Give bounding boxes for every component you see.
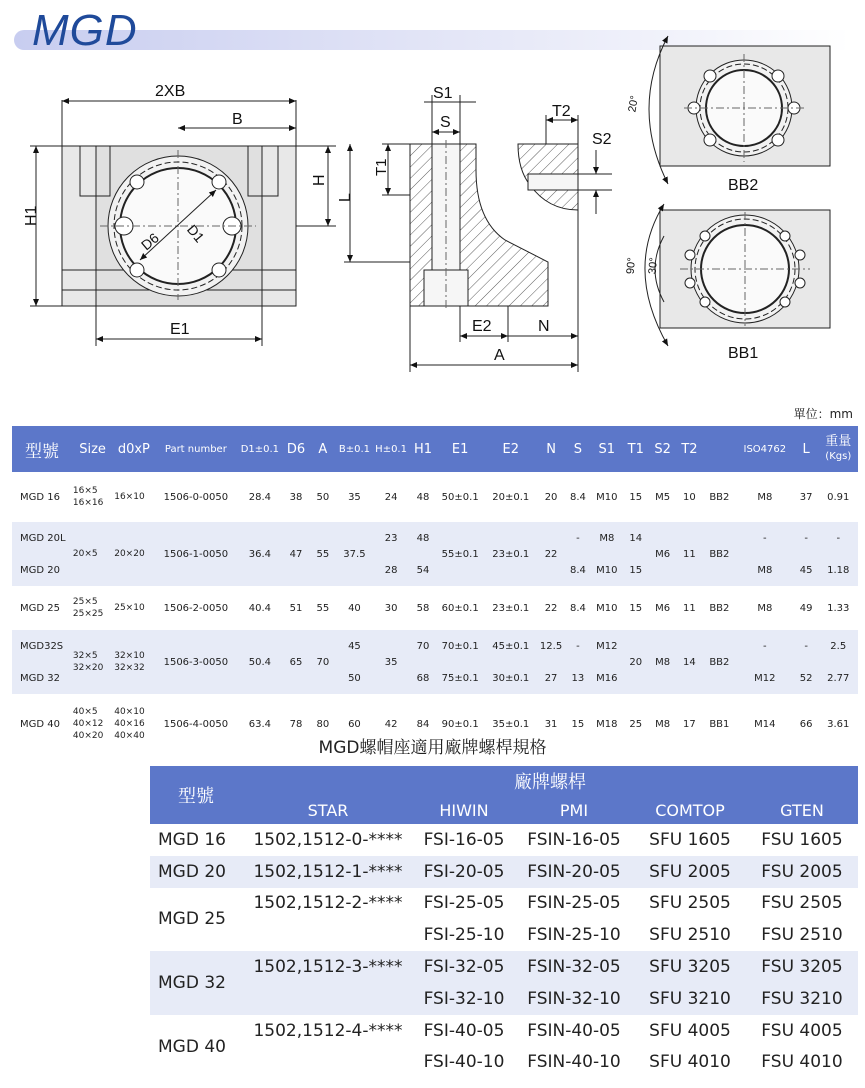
brand-cell-hiwin: FSI-25-05 [414,888,514,920]
header-dxp: d0xP [113,426,154,472]
cell-a: 55 [309,586,336,630]
cell-weight: 2.5 [819,630,858,662]
cell-h: 24 [373,472,410,522]
cell-iso: M8 [736,554,794,586]
cell-dxp: 16×10 [113,472,154,522]
brand-cell-gten: FSU 3210 [746,983,858,1015]
size-line: 40×20 [72,731,104,741]
table-row [150,1047,858,1079]
table-row [12,586,858,630]
table-row [150,824,858,856]
brand-cell-model: MGD 20 [150,856,242,888]
table-row [12,472,858,522]
cell-s: 8.4 [564,472,591,522]
cell-s: 13 [564,662,591,694]
size-line: 32×5 [72,651,98,661]
cell-iso: M14 [736,694,794,754]
cell-dxp [113,630,154,694]
cell-e1: 60±0.1 [436,586,484,630]
cell-part: 1506-1-0050 [155,522,238,586]
table-row [150,983,858,1015]
cell-h1: 70 [410,630,437,662]
table-row [12,630,858,662]
brand-cell-gten: FSU 2005 [746,856,858,888]
brand-cell-star [242,983,414,1015]
cell-iso: M12 [736,662,794,694]
brand-cell-comtop: SFU 4010 [634,1047,746,1079]
front-view-drawing [30,100,336,346]
cell-t1: 15 [622,586,649,630]
brand-group-mgd40 [150,1015,858,1079]
table-row [150,856,858,888]
cell-l: 45 [794,554,819,586]
dxp-line: 40×16 [114,719,145,729]
technical-drawings [0,0,865,400]
cell-s2: M6 [649,522,676,586]
brand-cell-comtop: SFU 4005 [634,1015,746,1047]
dim-a: A [494,347,505,364]
cell-s1: M10 [591,554,622,586]
page-title: MGD [32,6,138,55]
brand-cell-pmi: FSIN-20-05 [514,856,634,888]
cell-b: 45 [336,630,372,662]
cell-e1: 75±0.1 [436,662,484,694]
size-line: 40×12 [72,719,104,729]
dxp-line: 32×10 [114,651,145,661]
header-b: B±0.1 [336,426,372,472]
brand-cell-hiwin: FSI-20-05 [414,856,514,888]
brand-cell-model: MGD 16 [150,824,242,856]
bb2-drawing [649,36,830,184]
cell-s: 15 [564,694,591,754]
bb2-angle: 20° [626,94,642,114]
cell-n: 22 [538,586,565,630]
cell-d1: 50.4 [237,630,282,694]
cell-part: 1506-3-0050 [155,630,238,694]
cell-size [72,630,113,694]
dim-d6: D6 [137,229,162,254]
size-line: 40×5 [72,707,98,717]
brand-cell-star: 1502,1512-3-**** [242,951,414,983]
bb2-label: BB2 [728,177,759,194]
brand-cell-pmi: FSIN-16-05 [514,824,634,856]
header-h1: H1 [410,426,437,472]
brand-cell-model: MGD 32 [150,951,242,1015]
cell-weight: 3.61 [819,694,858,754]
header-weight [819,426,858,472]
cell-d1: 28.4 [237,472,282,522]
dim-h: H [311,174,328,186]
cell-n: 12.5 [538,630,565,662]
table-row [12,522,858,554]
cell-l: 49 [794,586,819,630]
cell-l: 66 [794,694,819,754]
header-h: H±0.1 [373,426,410,472]
header-e2: E2 [484,426,538,472]
cell-h: 28 [373,554,410,586]
brand-group-mgd25 [150,888,858,952]
cell-e1: 70±0.1 [436,630,484,662]
cell-part: 1506-2-0050 [155,586,238,630]
spec-group-mgd25 [12,586,858,630]
cell-d6: 51 [283,586,310,630]
header-size: Size [72,426,113,472]
dim-b: B [232,111,243,128]
brand-cell-gten: FSU 4010 [746,1047,858,1079]
header-iso4762: ISO4762 [736,426,794,472]
header-weight-label: 重量 [825,434,852,449]
brand-table-title: MGD螺帽座適用廠牌螺桿規格 [318,738,547,758]
header-s2: S2 [649,426,676,472]
brand-group-mgd16 [150,824,858,856]
spec-table [12,426,858,754]
cell-s: 8.4 [564,554,591,586]
cell-s: 8.4 [564,586,591,630]
brand-cell-star: 1502,1512-0-**** [242,824,414,856]
spec-group-mgd16 [12,472,858,522]
brand-cell-star: 1502,1512-4-**** [242,1015,414,1047]
brand-cell-gten: FSU 2510 [746,919,858,951]
cell-d1: 36.4 [237,522,282,586]
cell-h1: 68 [410,662,437,694]
cell-t1: 14 [622,522,649,554]
cell-t1: 20 [622,630,649,694]
header-d1: D1±0.1 [237,426,282,472]
cell-s: - [564,630,591,662]
cell-t1: 25 [622,694,649,754]
table-row [150,919,858,951]
cell-flange: BB2 [703,630,736,694]
table-row [150,951,858,983]
cell-weight: 1.18 [819,554,858,586]
bb1-drawing [645,204,830,346]
cell-t2: 11 [676,586,703,630]
size-line: 16×5 [72,486,98,496]
cell-s1: M10 [591,586,622,630]
cell-t1: 15 [622,554,649,586]
cell-d1: 63.4 [237,694,282,754]
cell-l: 52 [794,662,819,694]
brand-cell-hiwin: FSI-40-05 [414,1015,514,1047]
cell-dxp: 20×20 [113,522,154,586]
brand-cell-hiwin: FSI-16-05 [414,824,514,856]
cell-model: MGD32S [12,630,72,662]
cell-t2: 17 [676,694,703,754]
cell-s1: M10 [591,472,622,522]
brand-table [150,766,858,1078]
cell-d6: 38 [283,472,310,522]
cell-h: 23 [373,522,410,554]
brand-cell-hiwin: FSI-40-10 [414,1047,514,1079]
cell-s2: M6 [649,586,676,630]
cell-iso: - [736,630,794,662]
brand-cell-comtop: SFU 1605 [634,824,746,856]
dim-n: N [538,318,550,335]
cell-e2: 45±0.1 [484,630,538,662]
brand-cell-comtop: SFU 3205 [634,951,746,983]
brand-header-hiwin: HIWIN [414,796,514,824]
brand-cell-model: MGD 40 [150,1015,242,1079]
brand-cell-comtop: SFU 2510 [634,919,746,951]
brand-cell-comtop: SFU 3210 [634,983,746,1015]
brand-cell-pmi: FSIN-40-05 [514,1015,634,1047]
cell-model: MGD 25 [12,586,72,630]
cell-s2: M5 [649,472,676,522]
brand-header-comtop: COMTOP [634,796,746,824]
header-s: S [564,426,591,472]
cell-t1: 15 [622,472,649,522]
table-row [150,1015,858,1047]
cell-weight: 0.91 [819,472,858,522]
brand-cell-pmi: FSIN-32-10 [514,983,634,1015]
bb1-label: BB1 [728,345,759,362]
size-line: 25×25 [72,609,104,619]
cell-s1: M8 [591,522,622,554]
brand-cell-hiwin: FSI-32-10 [414,983,514,1015]
spec-group-mgd32 [12,630,858,694]
cell-e2: 23±0.1 [484,522,538,586]
brand-cell-gten: FSU 3205 [746,951,858,983]
cell-a: 55 [309,522,336,586]
cell-s1: M12 [591,630,622,662]
brand-cell-star [242,1047,414,1079]
cell-e2: 30±0.1 [484,662,538,694]
cell-h: 30 [373,586,410,630]
header-s1: S1 [591,426,622,472]
dim-t1: T1 [373,158,390,176]
dim-d1: D1 [183,221,208,246]
dim-l: L [337,193,354,202]
cell-weight: 2.77 [819,662,858,694]
cell-dxp: 25×10 [113,586,154,630]
cell-part: 1506-4-0050 [155,694,238,754]
dim-e1: E1 [170,321,190,338]
header-model: 型號 [12,426,72,472]
bb1-angle-outer: 90° [624,256,639,275]
brand-group-mgd20 [150,856,858,888]
cell-n: 31 [538,694,565,754]
spec-group-mgd20 [12,522,858,586]
brand-names-row [150,796,858,824]
header-a: A [309,426,336,472]
cell-a: 80 [309,694,336,754]
dxp-line: 40×10 [114,707,145,717]
spec-header-row [12,426,858,472]
brand-header-star: STAR [242,796,414,824]
header-flange [703,426,736,472]
dim-h1: H1 [23,205,40,226]
cell-model: MGD 20 [12,554,72,586]
cell-h: 35 [373,630,410,694]
cell-flange: BB2 [703,472,736,522]
cell-weight: - [819,522,858,554]
cell-n: 20 [538,472,565,522]
cell-h1: 48 [410,522,437,554]
cell-d6: 47 [283,522,310,586]
cell-iso: M8 [736,586,794,630]
brand-cell-hiwin: FSI-25-10 [414,919,514,951]
cell-e2: 23±0.1 [484,586,538,630]
cell-flange: BB2 [703,586,736,630]
header-t1: T1 [622,426,649,472]
dim-t2: T2 [552,103,571,120]
cell-s2: M8 [649,630,676,694]
brand-cell-comtop: SFU 2005 [634,856,746,888]
cell-t2: 11 [676,522,703,586]
brand-header-gten: GTEN [746,796,858,824]
header-t2: T2 [676,426,703,472]
cell-iso: - [736,522,794,554]
header-part-number: Part number [155,426,238,472]
cell-model: MGD 20L [12,522,72,554]
brand-cell-pmi: FSIN-25-05 [514,888,634,920]
size-line: 32×20 [72,663,104,673]
cell-b: 37.5 [336,522,372,586]
dxp-line: 32×32 [114,663,145,673]
cell-t2: 10 [676,472,703,522]
dim-s2: S2 [592,131,612,148]
cell-b: 60 [336,694,372,754]
brand-header-model: 型號 [150,766,242,824]
cell-model: MGD 32 [12,662,72,694]
cell-n: 22 [538,522,565,586]
brand-header-row [150,766,858,796]
brand-cell-gten: FSU 4005 [746,1015,858,1047]
size-line: 16×16 [72,498,104,508]
brand-cell-hiwin: FSI-32-05 [414,951,514,983]
cell-h1: 84 [410,694,437,754]
cell-h1: 48 [410,472,437,522]
brand-cell-gten: FSU 1605 [746,824,858,856]
cell-size [72,586,113,630]
cell-part: 1506-0-0050 [155,472,238,522]
cell-e1: 50±0.1 [436,472,484,522]
bb1-angle-inner: 30° [646,256,661,275]
cell-d1: 40.4 [237,586,282,630]
unit-label: 單位：mm [793,407,853,421]
cell-flange: BB1 [703,694,736,754]
header-n: N [538,426,565,472]
cell-e1: 90±0.1 [436,694,484,754]
dxp-line: 40×40 [114,731,145,741]
cell-iso: M8 [736,472,794,522]
cell-e2: 20±0.1 [484,472,538,522]
cell-t2: 14 [676,630,703,694]
brand-cell-star [242,919,414,951]
header-l: L [794,426,819,472]
brand-cell-gten: FSU 2505 [746,888,858,920]
brand-cell-star: 1502,1512-2-**** [242,888,414,920]
cell-a: 70 [309,630,336,694]
cell-a: 50 [309,472,336,522]
brand-cell-pmi: FSIN-32-05 [514,951,634,983]
cell-l: 37 [794,472,819,522]
brand-header-group: 廠牌螺桿 [242,766,858,796]
cell-d6: 78 [283,694,310,754]
cell-size [72,472,113,522]
brand-cell-comtop: SFU 2505 [634,888,746,920]
cell-l: - [794,630,819,662]
dim-e2: E2 [472,318,492,335]
cell-s1: M16 [591,662,622,694]
brand-cell-pmi: FSIN-40-10 [514,1047,634,1079]
header-d6: D6 [283,426,310,472]
cell-weight: 1.33 [819,586,858,630]
cell-s1: M18 [591,694,622,754]
cell-h: 42 [373,694,410,754]
cell-size: 20×5 [72,522,113,586]
header-e1: E1 [436,426,484,472]
brand-cell-pmi: FSIN-25-10 [514,919,634,951]
cell-e1: 55±0.1 [436,522,484,586]
cell-h1: 58 [410,586,437,630]
cell-s: - [564,522,591,554]
cell-b: 40 [336,586,372,630]
brand-group-mgd32 [150,951,858,1015]
size-line: 25×5 [72,597,98,607]
cell-s2: M8 [649,694,676,754]
brand-header-pmi: PMI [514,796,634,824]
cell-model: MGD 16 [12,472,72,522]
dim-s: S [440,114,451,131]
dim-s1: S1 [433,85,453,102]
header-weight-unit: (Kgs) [825,451,852,462]
cell-n: 27 [538,662,565,694]
cell-l: - [794,522,819,554]
cell-b: 35 [336,472,372,522]
cell-h1: 54 [410,554,437,586]
dim-2xb: 2XB [155,83,186,100]
cell-flange: BB2 [703,522,736,586]
brand-cell-star: 1502,1512-1-**** [242,856,414,888]
cell-e2: 35±0.1 [484,694,538,754]
cell-b: 50 [336,662,372,694]
cell-d6: 65 [283,630,310,694]
brand-cell-model: MGD 25 [150,888,242,952]
cell-model: MGD 40 [12,694,72,754]
table-row [150,888,858,920]
